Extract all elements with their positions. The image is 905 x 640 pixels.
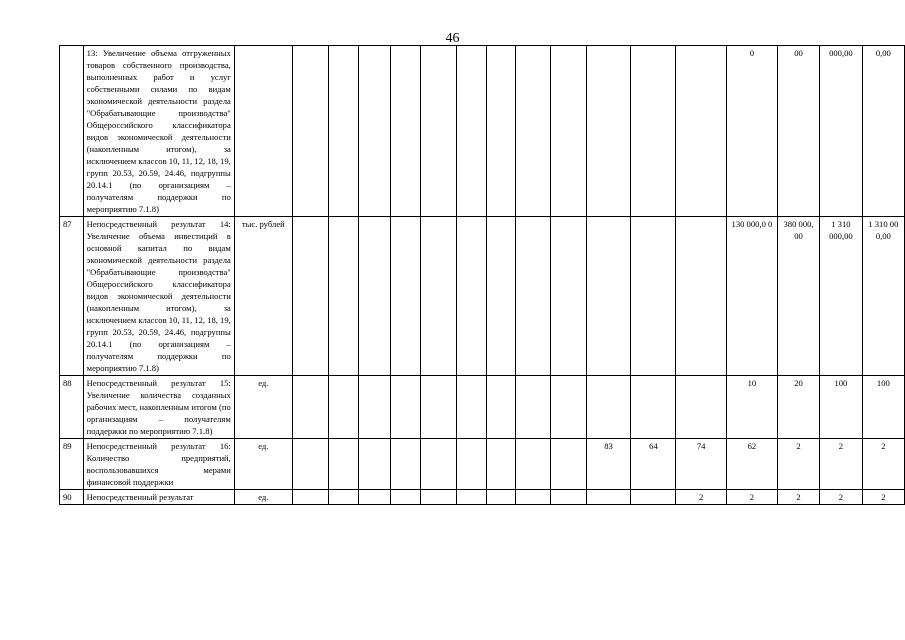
table-row — [60, 376, 905, 439]
value-cell — [550, 376, 586, 439]
value-cell — [486, 217, 515, 376]
value-cell: 130 000,0 0 — [726, 217, 777, 376]
value-cell — [420, 46, 456, 217]
value-cell — [550, 490, 586, 505]
value-cell — [515, 490, 550, 505]
value-cell — [328, 217, 358, 376]
table-row — [60, 490, 905, 505]
value-cell: 62 — [726, 439, 777, 490]
value-cell — [586, 217, 631, 376]
value-cell — [456, 490, 486, 505]
value-cell — [586, 490, 631, 505]
value-cell — [358, 376, 390, 439]
value-cell — [676, 376, 727, 439]
value-cell — [390, 376, 420, 439]
value-cell — [390, 490, 420, 505]
value-cell: 20 — [777, 376, 819, 439]
value-cell — [390, 217, 420, 376]
table-row — [60, 46, 905, 217]
value-cell: 2 — [820, 490, 863, 505]
value-cell — [631, 46, 676, 217]
unit-cell: ед. — [234, 439, 292, 490]
value-cell: 2 — [862, 490, 904, 505]
value-cell — [328, 490, 358, 505]
page-number: 46 — [445, 31, 460, 46]
result-description-cell: Непосредственный результат — [83, 490, 234, 505]
row-number-cell — [60, 46, 84, 217]
result-description-cell: Непосредственный результат 14: Увеличение объема инвестиций в основной капитал по видам экономической деятельности раздела "Обрабатывающие производства" Общероссийского классификатора видов экономической деятельности (накопленным итогом), за исключением классов 10, 11, 12, 18, 19, групп 20.53, 20.59, 24.46, подгруппы 20.14.1 (по организациям – получателям поддержки по мероприятию 7.1.8) — [83, 217, 234, 376]
value-cell — [456, 376, 486, 439]
value-cell — [550, 46, 586, 217]
value-cell: 2 — [777, 439, 819, 490]
value-cell — [586, 46, 631, 217]
value-cell — [515, 376, 550, 439]
value-cell — [456, 46, 486, 217]
value-cell — [420, 490, 456, 505]
unit-cell: ед. — [234, 376, 292, 439]
value-cell: 100 — [820, 376, 863, 439]
value-cell — [631, 490, 676, 505]
value-cell: 1 310 000,00 — [820, 217, 863, 376]
unit-cell: тыс. рублей — [234, 217, 292, 376]
value-cell: 2 — [862, 439, 904, 490]
value-cell — [328, 439, 358, 490]
value-cell — [486, 439, 515, 490]
value-cell — [292, 46, 328, 217]
value-cell — [390, 46, 420, 217]
value-cell — [358, 217, 390, 376]
value-cell: 83 — [586, 439, 631, 490]
table-row — [60, 439, 905, 490]
value-cell: 100 — [862, 376, 904, 439]
result-description-cell: Непосредственный результат 16: Количество предприятий, воспользовавшихся мерами финансовой поддержки — [83, 439, 234, 490]
value-cell: 000,00 — [820, 46, 863, 217]
value-cell — [486, 376, 515, 439]
value-cell — [292, 376, 328, 439]
value-cell — [456, 217, 486, 376]
value-cell — [358, 439, 390, 490]
row-number-cell: 90 — [60, 490, 84, 505]
value-cell: 380 000, 00 — [777, 217, 819, 376]
value-cell: 2 — [777, 490, 819, 505]
value-cell — [292, 217, 328, 376]
value-cell: 1 310 00 0,00 — [862, 217, 904, 376]
row-number-cell: 88 — [60, 376, 84, 439]
value-cell — [420, 217, 456, 376]
result-description-cell: Непосредственный результат 15: Увеличение количества созданных рабочих мест, накопленным итогом (по организациям – получателям поддержки по мероприятию 7.1.8) — [83, 376, 234, 439]
value-cell — [486, 46, 515, 217]
value-cell — [676, 217, 727, 376]
value-cell — [328, 46, 358, 217]
value-cell: 64 — [631, 439, 676, 490]
table-row — [60, 217, 905, 376]
row-number-cell: 89 — [60, 439, 84, 490]
value-cell: 74 — [676, 439, 727, 490]
value-cell — [456, 439, 486, 490]
indicators-table — [59, 45, 905, 505]
value-cell — [292, 490, 328, 505]
result-description-cell: 13: Увеличение объема отгруженных товаров собственного производства, выполненных работ и услуг собственными силами по видам экономической деятельности раздела "Обрабатывающие производства" Общероссийского классификатора видов экономической деятельности (накопленным итогом), за исключением классов 10, 11, 12, 18, 19, групп 20.53, 20.59, 24.46, подгруппы 20.14.1 (по организациям – получателям поддержки по мероприятию 7.1.8) — [83, 46, 234, 217]
value-cell — [550, 439, 586, 490]
value-cell: 10 — [726, 376, 777, 439]
value-cell — [358, 490, 390, 505]
unit-cell — [234, 46, 292, 217]
value-cell: 2 — [820, 439, 863, 490]
value-cell — [486, 490, 515, 505]
value-cell — [515, 46, 550, 217]
value-cell: 00 — [777, 46, 819, 217]
value-cell — [515, 439, 550, 490]
value-cell — [292, 439, 328, 490]
value-cell: 2 — [676, 490, 727, 505]
value-cell — [586, 376, 631, 439]
value-cell — [420, 376, 456, 439]
value-cell — [358, 46, 390, 217]
value-cell — [676, 46, 727, 217]
unit-cell: ед. — [234, 490, 292, 505]
value-cell — [328, 376, 358, 439]
value-cell — [631, 217, 676, 376]
value-cell — [631, 376, 676, 439]
value-cell — [550, 217, 586, 376]
value-cell: 0,00 — [862, 46, 904, 217]
row-number-cell: 87 — [60, 217, 84, 376]
value-cell: 0 — [726, 46, 777, 217]
value-cell — [515, 217, 550, 376]
value-cell: 2 — [726, 490, 777, 505]
value-cell — [420, 439, 456, 490]
value-cell — [390, 439, 420, 490]
